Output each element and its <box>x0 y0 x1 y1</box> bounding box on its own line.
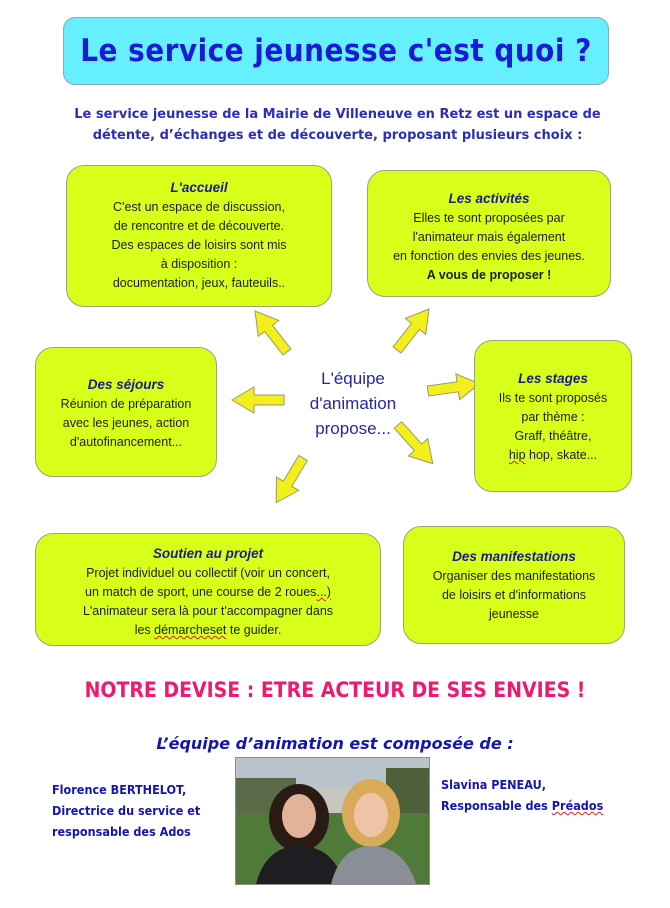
soutien-line-1: Projet individuel ou collectif (voir un concert, <box>86 566 330 580</box>
sejours-line-1: Réunion de préparation <box>60 397 192 411</box>
arrow-to-soutien <box>265 451 314 509</box>
soutien-line-4-c: te guider. <box>226 623 282 637</box>
person-1-name: Florence BERTHELOT, <box>52 782 187 797</box>
person-2-role <box>441 795 603 816</box>
activites-line-4: A vous de proposer ! <box>426 268 552 282</box>
arrow-to-sejours <box>232 387 284 413</box>
person-2-name: Slavina PENEAU, <box>441 777 546 792</box>
stages-line-2: par thème : <box>521 410 585 424</box>
intro-line-1: Le service jeunesse de la Mairie de Villeneuve en Retz est un espace de <box>74 107 601 122</box>
team-photo <box>235 757 430 885</box>
accueil-line-3: Des espaces de loisirs sont mis <box>111 238 287 252</box>
activites-line-2: l'animateur mais également <box>412 230 566 244</box>
center-line-1: L'équipe <box>321 369 385 388</box>
stages-hip-word: hip <box>508 448 526 462</box>
sejours-box <box>35 347 217 477</box>
sejours-line-3: d'autofinancement... <box>69 435 183 449</box>
activites-line-1: Elles te sont proposées par <box>413 211 565 225</box>
soutien-heading: Soutien au projet <box>152 546 264 561</box>
page-title: Le service jeunesse c'est quoi ? <box>80 33 592 69</box>
soutien-box <box>35 533 381 646</box>
accueil-box <box>66 165 332 307</box>
stages-line-1: Ils te sont proposés <box>498 391 608 405</box>
stages-line-3: Graff, théâtre, <box>514 429 592 443</box>
soutien-line-4-a: les <box>134 623 155 637</box>
soutien-line-3: L'animateur sera là pour t'accompagner dans <box>82 604 334 618</box>
accueil-line-5: documentation, jeux, fauteuils.. <box>112 276 286 290</box>
stages-heading: Les stages <box>518 371 588 386</box>
team-heading: L’équipe d’animation est composée de : <box>156 734 514 753</box>
person-2 <box>441 774 603 816</box>
accueil-line-1: C'est un espace de discussion, <box>113 200 285 214</box>
stages-box <box>474 340 632 492</box>
manifestations-line-1: Organiser des manifestations <box>432 569 596 583</box>
sejours-line-2: avec les jeunes, action <box>62 416 190 430</box>
accueil-line-2: de rencontre et de découverte. <box>113 219 285 233</box>
intro-line-2: détente, d’échanges et de découverte, proposant plusieurs choix : <box>92 128 583 143</box>
accueil-heading: L'accueil <box>170 180 228 195</box>
person-2-role-text: Responsable des <box>441 798 552 813</box>
soutien-line-2-ellipsis: ...) <box>316 585 331 599</box>
manifestations-line-3: jeunesse <box>488 607 540 621</box>
team-photo-illustration <box>236 758 429 884</box>
center-line-2: d'animation <box>309 394 397 413</box>
stages-line-4 <box>475 446 631 465</box>
activites-heading: Les activités <box>448 191 530 206</box>
person-1-role-2: responsable des Ados <box>52 824 191 839</box>
accueil-line-4: à disposition : <box>160 257 238 271</box>
center-text <box>283 366 423 441</box>
person-2-role-word: Préados <box>551 798 604 813</box>
manifestations-line-2: de loisirs et d'informations <box>441 588 587 602</box>
activites-box <box>367 170 611 297</box>
person-1 <box>52 779 200 842</box>
arrow-to-activites <box>387 301 440 358</box>
activites-line-3: en fonction des envies des jeunes. <box>393 249 585 263</box>
center-line-3: propose... <box>315 419 391 438</box>
arrow-to-accueil <box>245 303 298 360</box>
manifestations-box <box>403 526 625 644</box>
soutien-line-2 <box>36 583 380 602</box>
sejours-heading: Des séjours <box>87 377 165 392</box>
stages-line-4-rest: hop, skate... <box>525 448 598 462</box>
soutien-line-4 <box>36 621 380 640</box>
manifestations-heading: Des manifestations <box>452 549 576 564</box>
motto: NOTRE DEVISE : ETRE ACTEUR DE SES ENVIES ! <box>84 678 586 702</box>
person-1-role-1: Directrice du service et <box>52 803 201 818</box>
soutien-line-4-b: démarcheset <box>154 623 227 637</box>
soutien-line-2-text: un match de sport, une course de 2 roues <box>85 585 317 599</box>
